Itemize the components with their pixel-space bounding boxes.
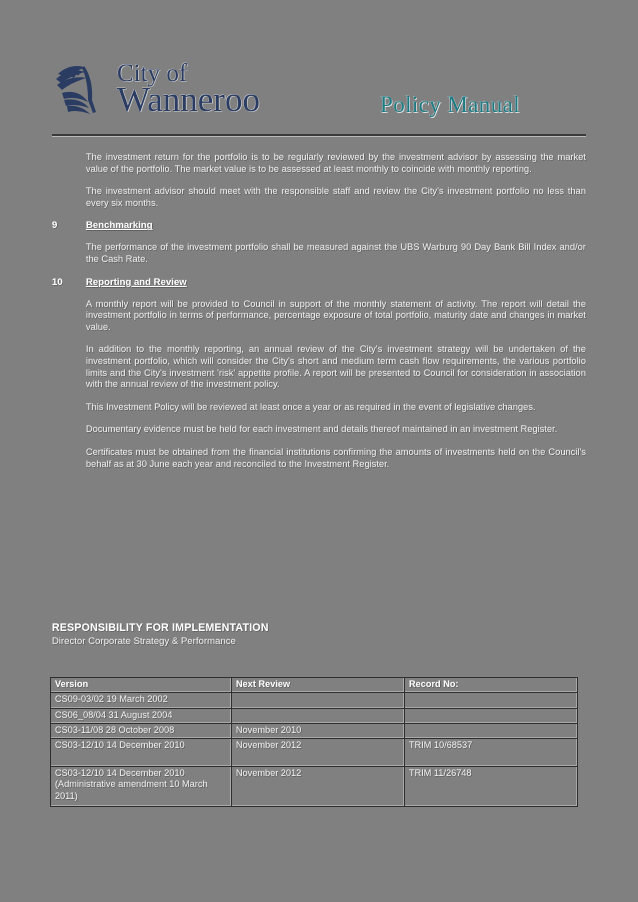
responsibility-section (52, 622, 586, 648)
section-number: 10 (52, 276, 63, 288)
wanneroo-crest-icon (52, 60, 114, 118)
header-divider (52, 134, 586, 137)
paragraph: Certificates must be obtained from the financial institutions confirming the amounts of investments held on the Council's behalf as at 30 June each year and reconciled to the Investment Register. (86, 446, 586, 469)
cell-record-no (405, 693, 578, 708)
page-header (52, 60, 586, 135)
cell-next-review: November 2012 (232, 739, 405, 767)
page-title: Policy Manual (380, 92, 520, 117)
paragraph: Documentary evidence must be held for each investment and details thereof maintained in an investment Register. (86, 424, 558, 435)
cell-next-review: November 2010 (232, 723, 405, 738)
cell-record-no: TRIM 10/68537 (405, 739, 578, 767)
cell-next-review (232, 693, 405, 708)
paragraph: The investment advisor should meet with the responsible staff and review the City's investment portfolio no less than every six months. (86, 186, 586, 208)
table-row (51, 767, 578, 807)
section-number: 9 (52, 220, 58, 232)
section-title: Benchmarking (86, 220, 153, 232)
logo-city-text: City of (117, 60, 188, 87)
section-heading-10 (52, 277, 586, 289)
cell-version: CS06_08/04 31 August 2004 (51, 708, 232, 723)
logo-wanneroo-text: Wanneroo (117, 79, 260, 119)
table-row (51, 739, 578, 767)
cell-next-review (232, 708, 405, 723)
paragraph: The investment return for the portfolio is to be regularly reviewed by the investment advisor by assessing the market value of the portfolio. The market value is to be assessed at least monthly to coincide with monthly reporting. (86, 152, 586, 174)
table-row (51, 723, 578, 738)
cell-version: CS09-03/02 19 March 2002 (51, 693, 232, 708)
column-header-record-no: Record No: (405, 678, 578, 693)
paragraph: In addition to the monthly reporting, an annual review of the City's investment strategy will be undertaken of the investment portfolio, which will consider the City's short and medium term cash flow requirements, the various portfolio limits and the City's investment 'risk' appetite profile. A report will be presented to Council for consideration in association with the annual review of the investment policy. (86, 344, 586, 390)
table-row (51, 693, 578, 708)
document-body (52, 152, 586, 481)
paragraph: A monthly report will be provided to Council in support of the monthly statement of activity. The report will detail the investment portfolio in terms of performance, percentage exposure of total portfolio, maturity date and changes in market value. (86, 298, 586, 332)
cell-record-no: TRIM 11/26748 (405, 767, 578, 807)
paragraph: This Investment Policy will be reviewed at least once a year or as required in the event of legislative changes. (86, 401, 536, 412)
cell-version: CS03-12/10 14 December 2010 (51, 739, 232, 767)
section-title: Reporting and Review (86, 276, 187, 288)
paragraph: The performance of the investment portfolio shall be measured against the UBS Warburg 90 Day Bank Bill Index and/or the Cash Rate. (86, 242, 586, 264)
logo-wordmark (117, 60, 260, 119)
table-row (51, 708, 578, 723)
column-header-version: Version (51, 678, 232, 693)
cell-version: CS03-12/10 14 December 2010 (Administrative amendment 10 March 2011) (51, 767, 232, 807)
section-heading-9 (52, 220, 586, 232)
cell-version: CS03-11/08 28 October 2008 (51, 723, 232, 738)
cell-next-review: November 2012 (232, 767, 405, 807)
organisation-logo (52, 60, 260, 118)
responsibility-owner: Director Corporate Strategy & Performance (52, 636, 236, 647)
column-header-next-review: Next Review (232, 678, 405, 693)
responsibility-heading: RESPONSIBILITY FOR IMPLEMENTATION (52, 622, 269, 634)
cell-record-no (405, 723, 578, 738)
version-history-table (50, 677, 578, 807)
cell-record-no (405, 708, 578, 723)
table-header-row (51, 678, 578, 693)
